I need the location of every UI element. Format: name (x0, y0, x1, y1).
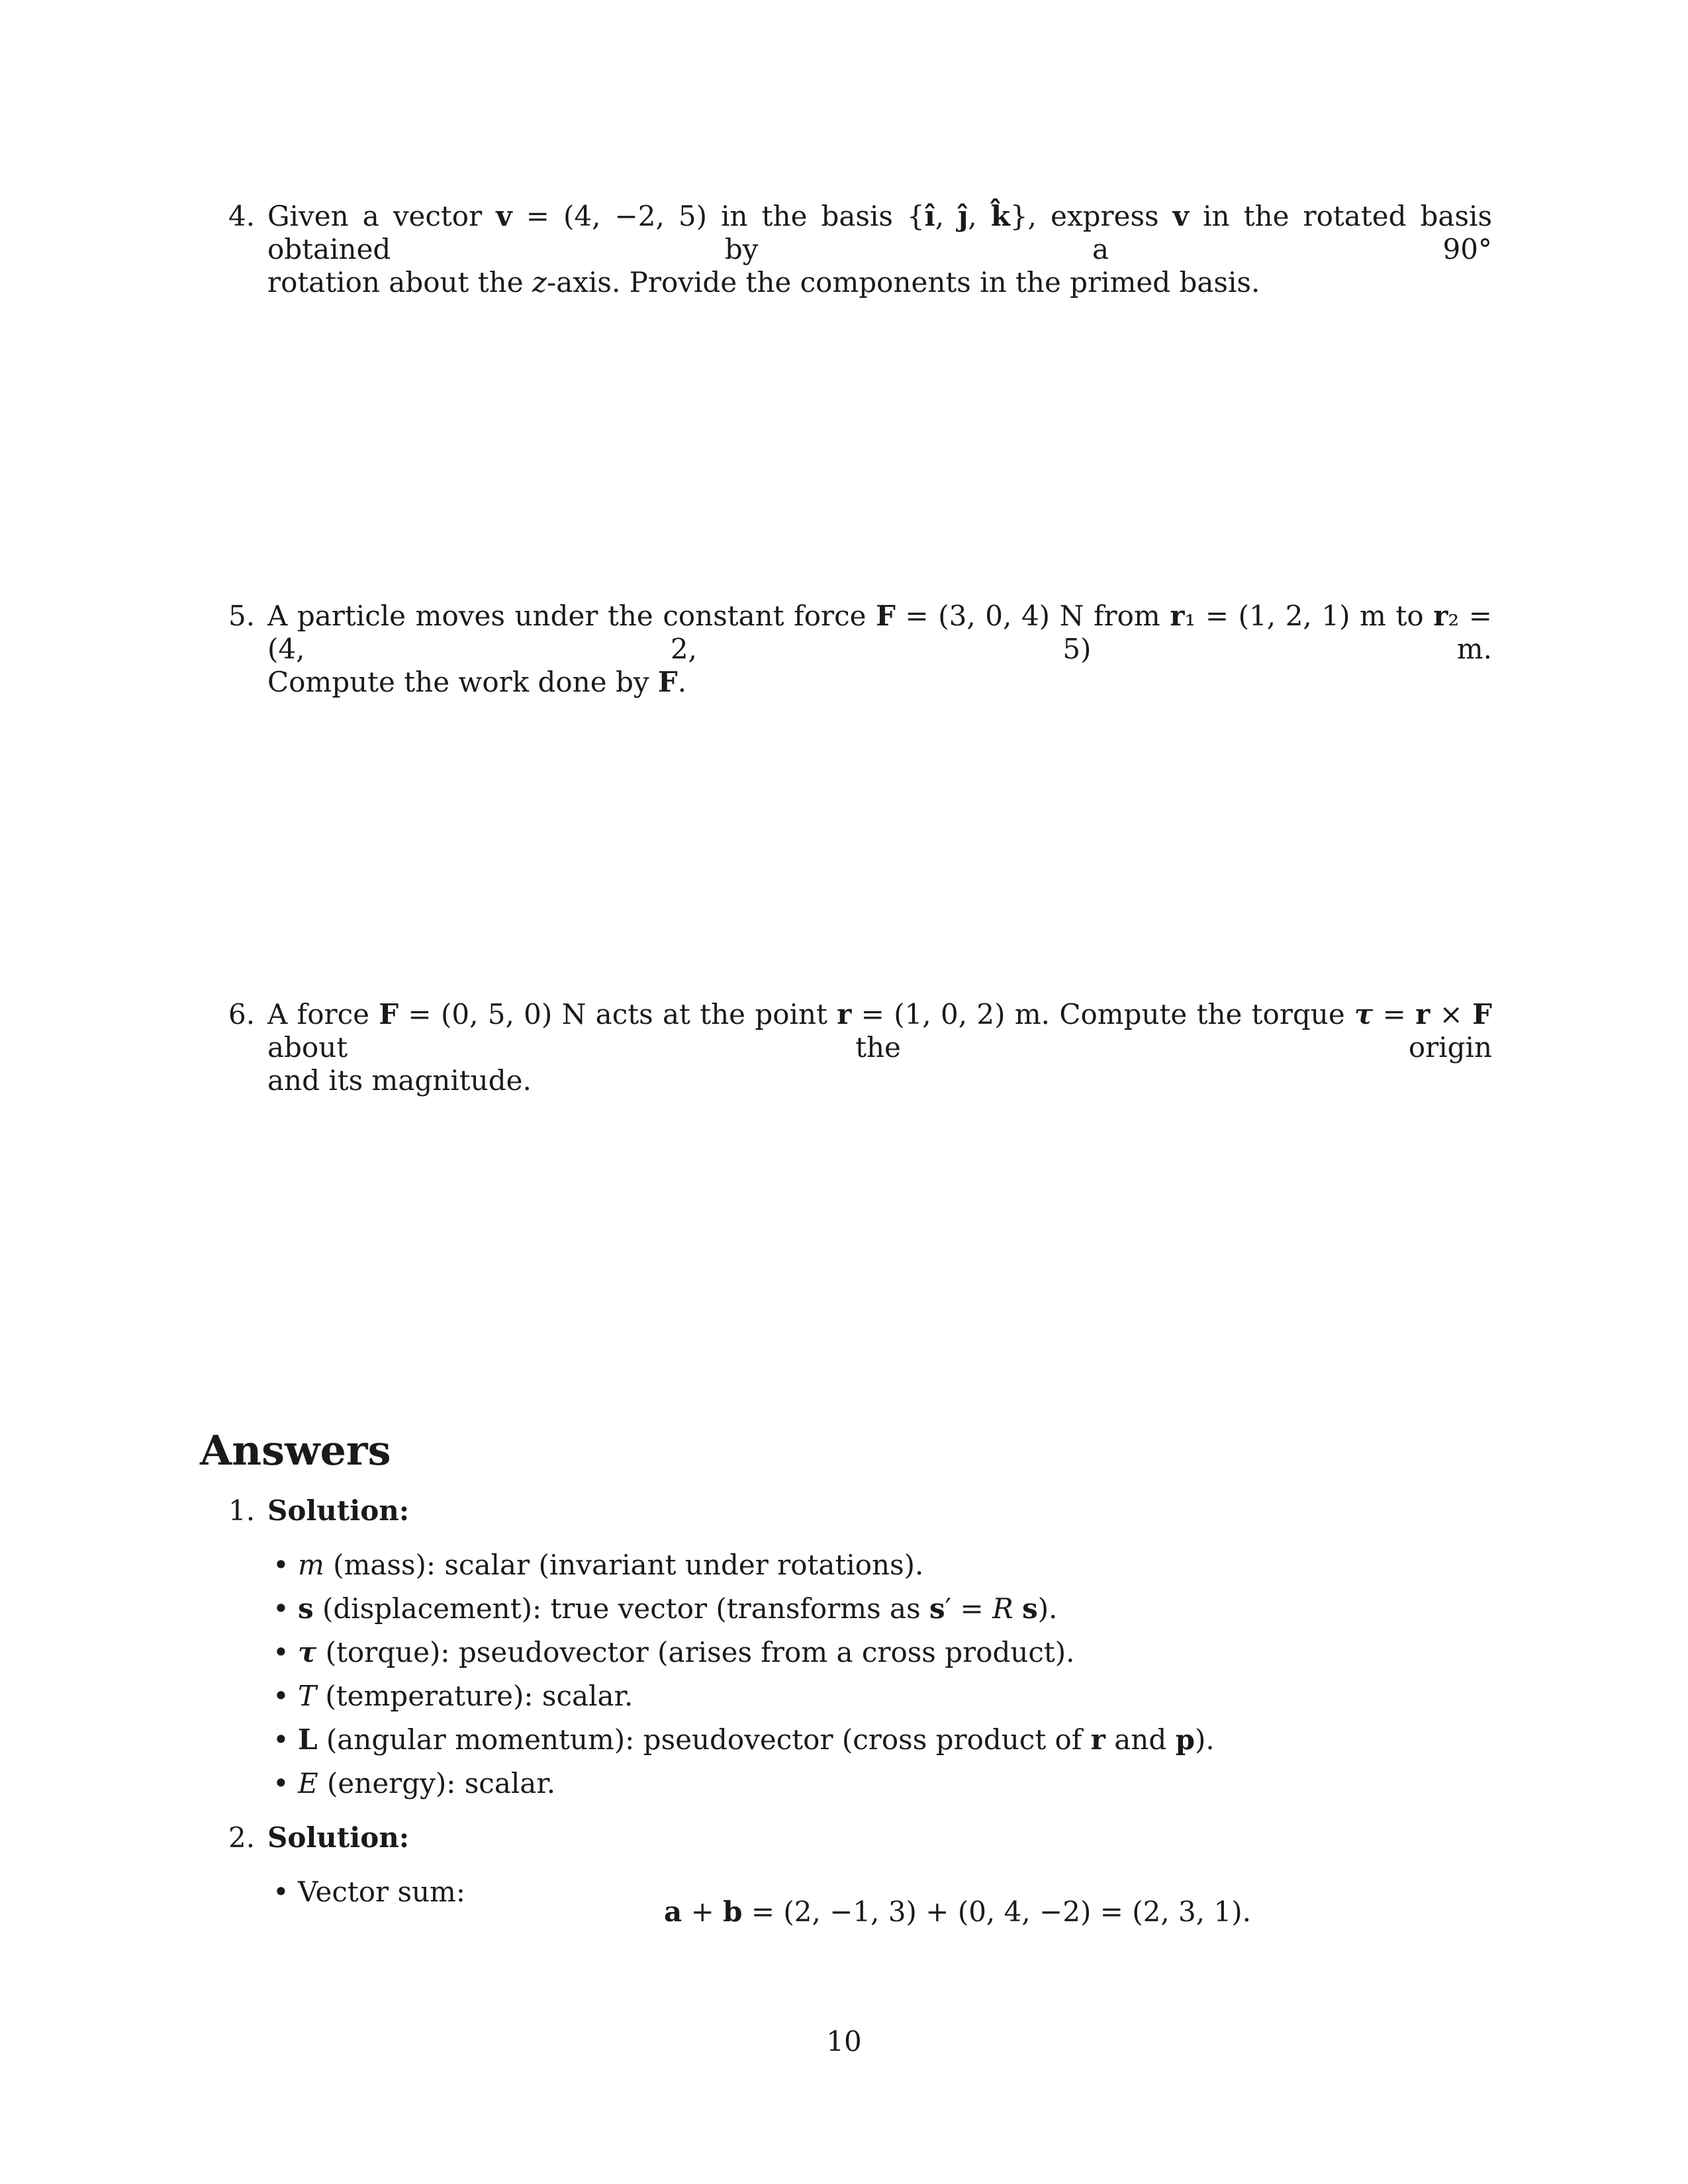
solution-1-bullets (273, 1549, 1215, 1811)
bullet-icon: • (273, 1767, 289, 1799)
solution-title: Solution: (267, 1494, 410, 1527)
bullet-icon: • (273, 1680, 289, 1712)
display-equation: a + b = (2, −1, 3) + (0, 4, −2) = (2, 3, 1). (664, 1895, 1251, 1928)
bullet-icon: • (273, 1876, 289, 1908)
problem-line: rotation about the z-axis. Provide the components in the primed basis. (267, 266, 1260, 298)
problem-number: 6. (228, 998, 256, 1030)
bullet-icon: • (273, 1636, 289, 1668)
page-number: 10 (826, 2025, 862, 2058)
bullet-icon: • (273, 1549, 289, 1581)
bullet-item (273, 1680, 1215, 1723)
bullet-item (273, 1723, 1215, 1767)
bullet-item (273, 1876, 466, 1919)
bullet-icon: • (273, 1723, 289, 1756)
bullet-icon: • (273, 1592, 289, 1625)
problem-line: Given a vector v = (4, −2, 5) in the basis {î, ĵ, k̂}, express v in the rotated basis obtained by a 90° (267, 200, 1492, 265)
bullet-text: τ (torque): pseudovector (arises from a cross product). (298, 1636, 1075, 1668)
answers-heading: Answers (200, 1426, 391, 1475)
solution-title: Solution: (267, 1821, 410, 1854)
bullet-text: T (temperature): scalar. (298, 1680, 633, 1712)
problem-line: and its magnitude. (267, 1064, 532, 1097)
problem-text (267, 600, 1492, 699)
problem-text (267, 200, 1492, 299)
problem-number: 4. (228, 200, 256, 232)
bullet-item (273, 1636, 1215, 1680)
bullet-text: Vector sum: (298, 1876, 466, 1908)
bullet-text: L (angular momentum): pseudovector (cross product of r and p). (298, 1723, 1215, 1756)
problem-number: 5. (228, 600, 256, 632)
bullet-text: m (mass): scalar (invariant under rotations). (298, 1549, 924, 1581)
solution-2-bullets (273, 1876, 466, 1919)
problem-line: Compute the work done by F. (267, 666, 687, 698)
problem-line: A force F = (0, 5, 0) N acts at the point r = (1, 0, 2) m. Compute the torque τ = r × F about the origin (267, 998, 1492, 1064)
bullet-text: E (energy): scalar. (298, 1767, 556, 1799)
bullet-item (273, 1767, 1215, 1811)
bullet-item (273, 1592, 1215, 1636)
problem-line: A particle moves under the constant force F = (3, 0, 4) N from r₁ = (1, 2, 1) m to r₂ = (4, 2, 5) m. (267, 600, 1492, 665)
solution-number: 1. (228, 1494, 256, 1527)
bullet-item (273, 1549, 1215, 1592)
bullet-text: s (displacement): true vector (transforms as s′ = R s). (298, 1592, 1058, 1625)
problem-text (267, 998, 1492, 1097)
solution-number: 2. (228, 1821, 256, 1854)
